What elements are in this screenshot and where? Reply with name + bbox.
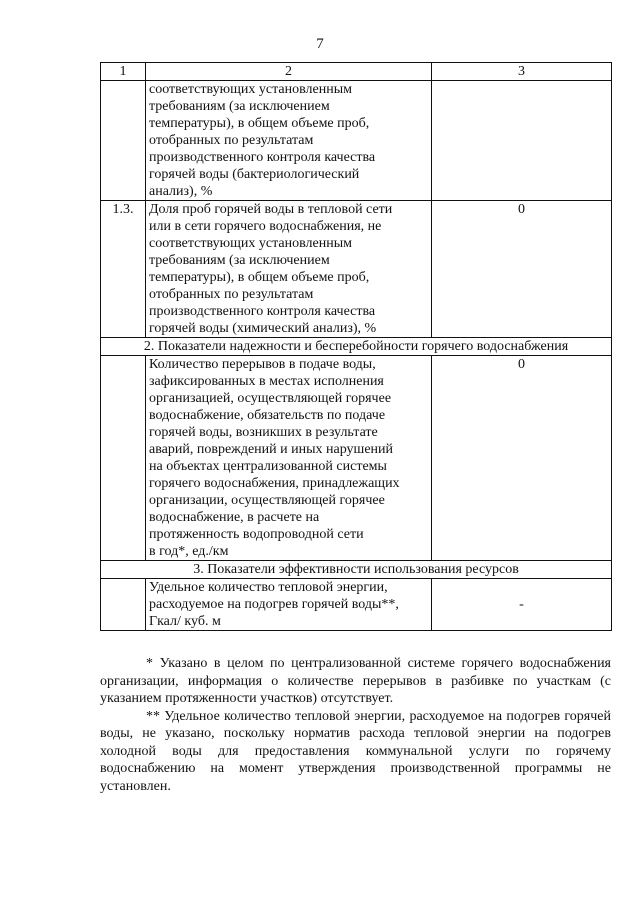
indicator-name <box>146 201 432 338</box>
indicator-value: - <box>432 579 612 631</box>
text-line: горячей воды, возникших в результате <box>149 425 378 440</box>
text-line: Доля проб горячей воды в тепловой сети <box>149 202 393 217</box>
text-line: водоснабжение, в расчете на <box>149 510 320 525</box>
text-line: или в сети горячего водоснабжения, не <box>149 219 382 234</box>
indicator-name <box>146 579 432 631</box>
text-line: температуры), в общем объеме проб, <box>149 116 370 131</box>
row-number <box>101 81 146 201</box>
text-line: протяженность водопроводной сети <box>149 527 364 542</box>
row-number <box>101 356 146 561</box>
text-line: отобранных по результатам <box>149 287 314 302</box>
text-line: зафиксированных в местах исполнения <box>149 374 384 389</box>
text-line: производственного контроля качества <box>149 304 376 319</box>
text-line: на объектах централизованной системы <box>149 459 387 474</box>
text-line: отобранных по результатам <box>149 133 314 148</box>
text-line: водоснабжение, обязательств по подаче <box>149 408 386 423</box>
indicators-table <box>100 62 612 631</box>
text-line: соответствующих установленным <box>149 82 352 97</box>
text-line: организации, осуществляющей горячее <box>149 493 385 508</box>
text-line: горячей воды (химический анализ), % <box>149 321 377 336</box>
table-row <box>101 81 612 201</box>
table-row <box>101 201 612 338</box>
indicator-value: 0 <box>432 356 612 561</box>
indicator-name <box>146 81 432 201</box>
footnotes <box>100 655 611 795</box>
text-line: горячего водоснабжения, принадлежащих <box>149 476 400 491</box>
table-row <box>101 356 612 561</box>
row-number <box>101 579 146 631</box>
column-header: 3 <box>432 63 612 81</box>
text-line: соответствующих установленным <box>149 236 352 251</box>
text-line: производственного контроля качества <box>149 150 376 165</box>
text-line: требованиям (за исключением <box>149 99 330 114</box>
text-line: в год*, ед./км <box>149 544 229 559</box>
section-row <box>101 338 612 356</box>
indicator-name <box>146 356 432 561</box>
text-line: температуры), в общем объеме проб, <box>149 270 370 285</box>
text-line: организацией, осуществляющей горячее <box>149 391 392 406</box>
footnote: ** Удельное количество тепловой энергии, расходуемое на подогрев горячей воды, не указано, поскольку норматив расхода тепловой энергии на подогрев холодной воды для предоставления коммунальной услуги по горячему водоснабжению на момент утверждения производственной программы не установлен. <box>100 708 611 794</box>
table-header-row <box>101 63 612 81</box>
column-header: 1 <box>101 63 146 81</box>
table-row <box>101 579 612 631</box>
text-line: требованиям (за исключением <box>149 253 330 268</box>
indicator-value <box>432 81 612 201</box>
text-line: расходуемое на подогрев горячей воды**, <box>149 597 399 612</box>
column-header: 2 <box>146 63 432 81</box>
section-title: 3. Показатели эффективности использования ресурсов <box>101 561 612 579</box>
text-line: Гкал/ куб. м <box>149 614 221 629</box>
page-number: 7 <box>316 36 324 52</box>
footnote: * Указано в целом по централизованной системе горячего водоснабжения организации, информация о количестве перерывов в разбивке по участкам (с указанием протяженности участков) отсутствует. <box>100 656 611 706</box>
text-line: аварий, повреждений и иных нарушений <box>149 442 394 457</box>
text-line: Количество перерывов в подаче воды, <box>149 357 376 372</box>
text-line: горячей воды (бактериологический <box>149 167 360 182</box>
row-number: 1.3. <box>101 201 146 338</box>
text-line: Удельное количество тепловой энергии, <box>149 580 388 595</box>
text-line: анализ), % <box>149 184 213 199</box>
section-title: 2. Показатели надежности и бесперебойности горячего водоснабжения <box>101 338 612 356</box>
section-row <box>101 561 612 579</box>
indicator-value: 0 <box>432 201 612 338</box>
